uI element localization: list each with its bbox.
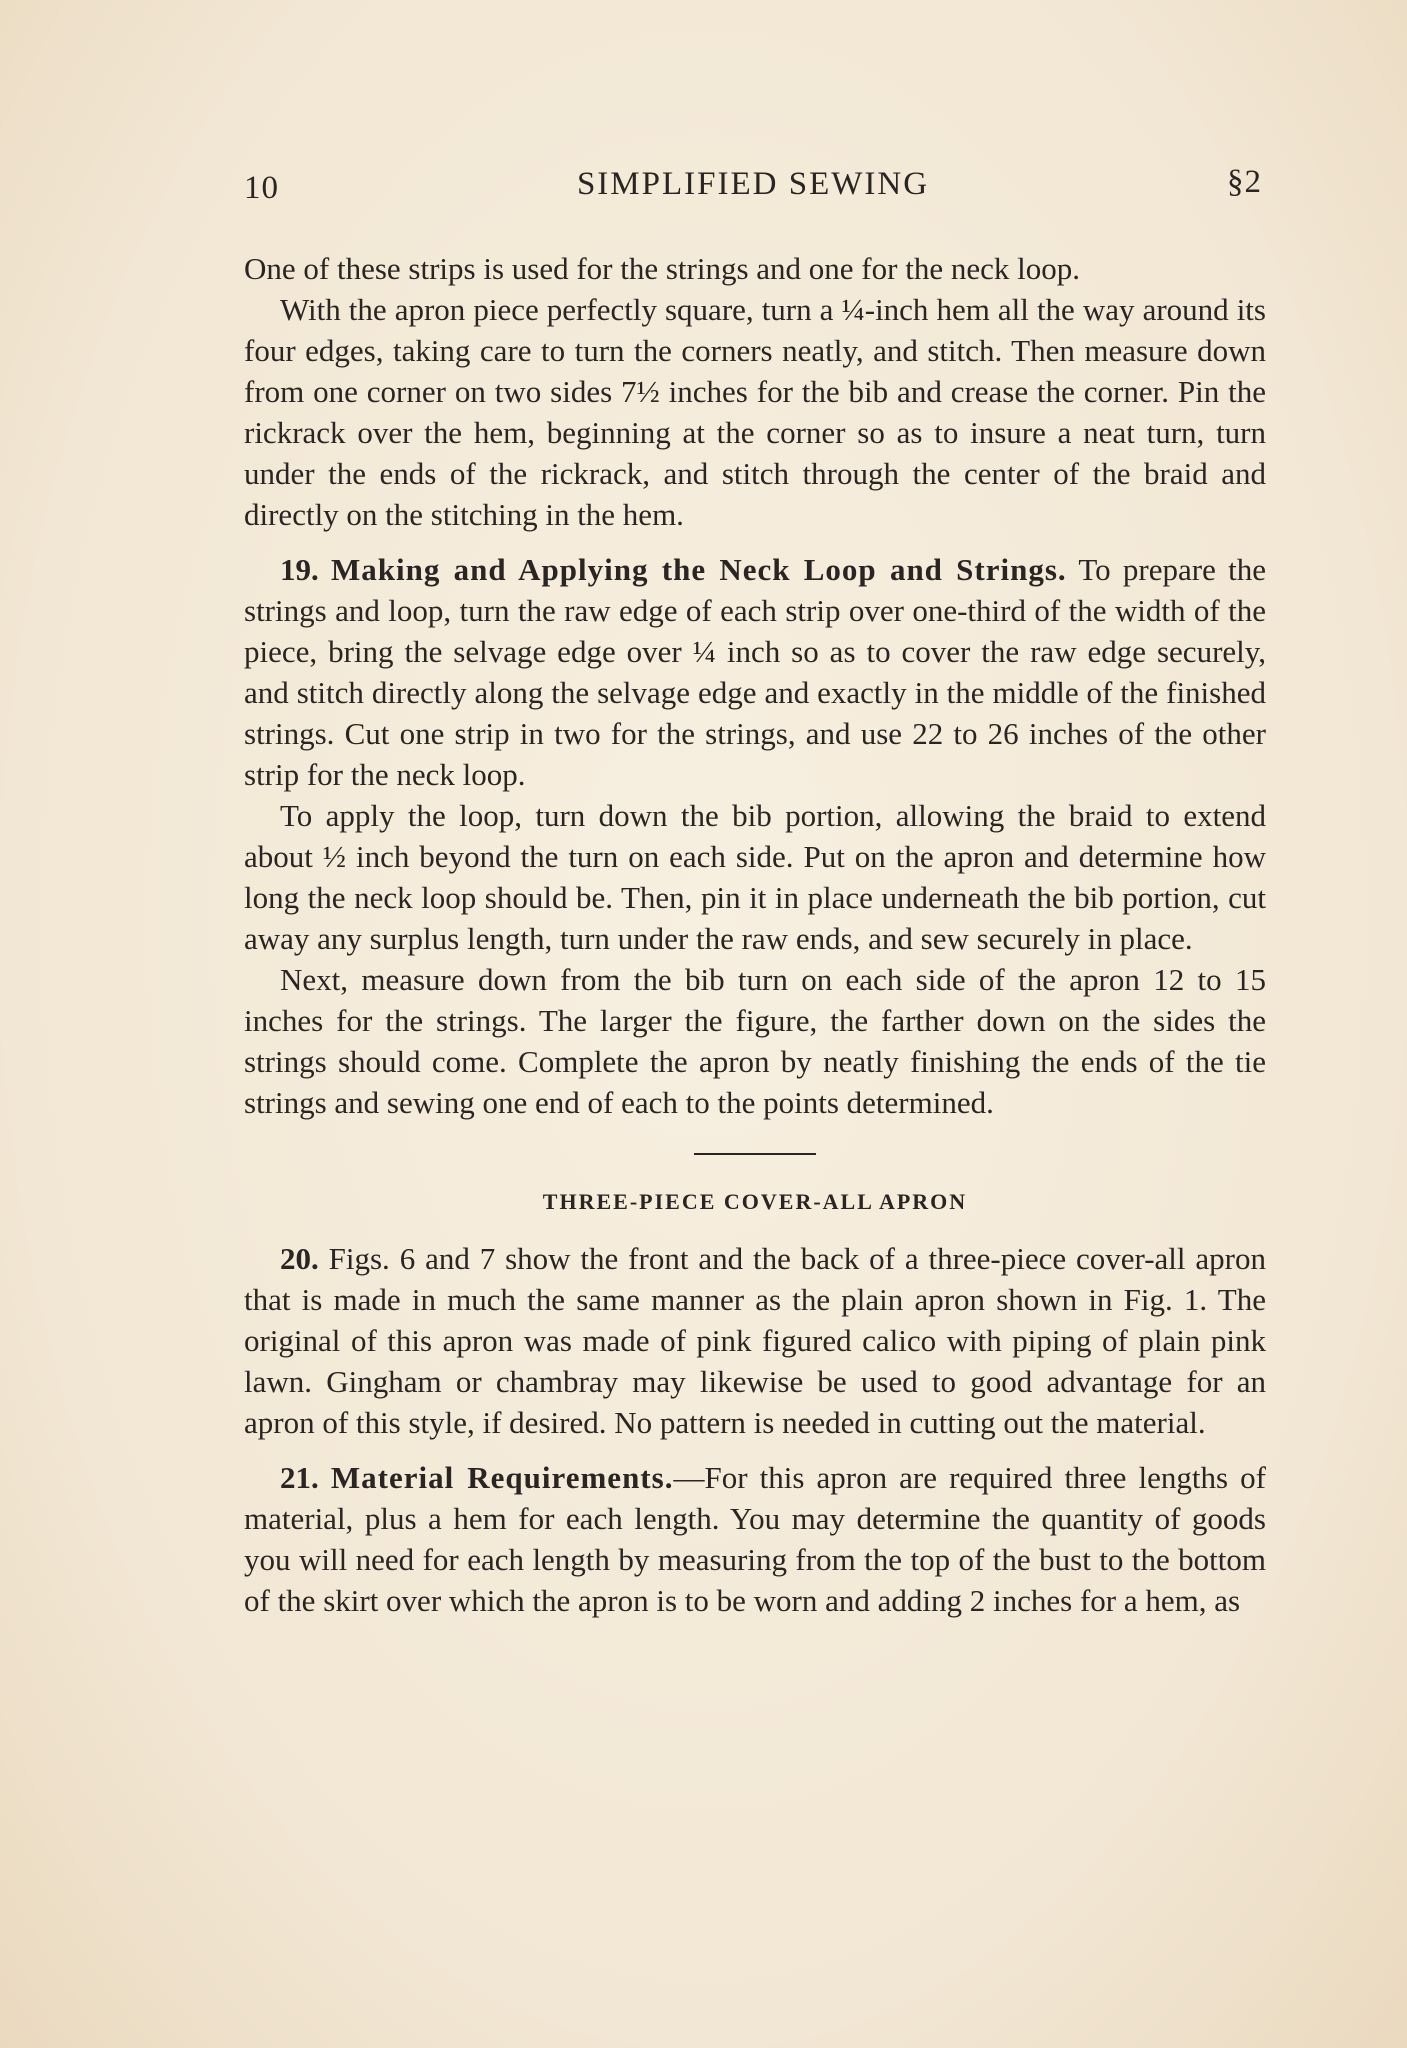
page-body — [244, 248, 1266, 1621]
paragraph-19 — [244, 549, 1266, 795]
paragraph-number: 21. — [280, 1460, 319, 1495]
paragraph-text: To prepare the strings and loop, turn the raw edge of each strip over one-third of the width of the piece, bring the selvage edge over ¼ inch so as to cover the raw edge securely, and stitch directly along the selvage edge and exactly in the middle of the finished strings. Cut one strip in two for the strings, and use 22 to 26 inches of the other strip for the neck loop. — [244, 552, 1266, 792]
paragraph-heading: Material Requirements. — [330, 1460, 674, 1495]
paragraph-21 — [244, 1457, 1266, 1621]
running-title: SIMPLIFIED SEWING — [576, 166, 930, 202]
paragraph-20 — [244, 1238, 1266, 1443]
section-mark: §2 — [1227, 164, 1262, 200]
paragraph-text: —For this apron are required three lengths of material, plus a hem for each length. You may determine the quantity of goods you will need for each length by measuring from the top of the bust to the bottom of the skirt over which the apron is to be worn and adding 2 inches for a hem, as — [244, 1460, 1267, 1618]
section-divider — [694, 1153, 816, 1155]
paragraph-heading: Making and Applying the Neck Loop and Strings. — [331, 552, 1067, 587]
paragraph-text: Figs. 6 and 7 show the front and the back of a three-piece cover-all apron that is made in much the same manner as the plain apron shown in Fig. 1. The original of this apron was made of pink figured calico with piping of plain pink lawn. Gingham or chambray may likewise be used to good advantage for an apron of this style, if desired. No pattern is needed in cutting out the material. — [244, 1241, 1267, 1440]
page-number: 10 — [244, 170, 279, 206]
paragraph-strings: Next, measure down from the bib turn on each side of the apron 12 to 15 inches for the strings. The larger the figure, the farther down on the sides the strings should come. Complete the apron by neatly finishing the ends of the tie strings and sewing one end of each to the points determined. — [244, 962, 1266, 1120]
paragraph-number: 20. — [280, 1241, 319, 1276]
paragraph-number: 19. — [280, 552, 319, 587]
paragraph-hem: With the apron piece perfectly square, turn a ¼-inch hem all the way around its four edges, taking care to turn the corners neatly, and stitch. Then measure down from one corner on two sides 7½ inches for the bib and crease the corner. Pin the rickrack over the hem, beginning at the corner so as to insure a neat turn, turn under the ends of the rickrack, and stitch through the center of the braid and directly on the stitching in the hem. — [244, 292, 1266, 532]
paragraph-strips: One of these strips is used for the strings and one for the neck loop. — [244, 251, 1080, 286]
paragraph-loop: To apply the loop, turn down the bib portion, allowing the braid to extend about ½ inch beyond the turn on each side. Put on the apron and determine how long the neck loop should be. Then, pin it in place underneath the bib portion, cut away any surplus length, turn under the raw ends, and sew securely in place. — [244, 798, 1266, 956]
section-title: THREE-PIECE COVER-ALL APRON — [542, 1189, 968, 1214]
running-header — [244, 162, 1262, 212]
